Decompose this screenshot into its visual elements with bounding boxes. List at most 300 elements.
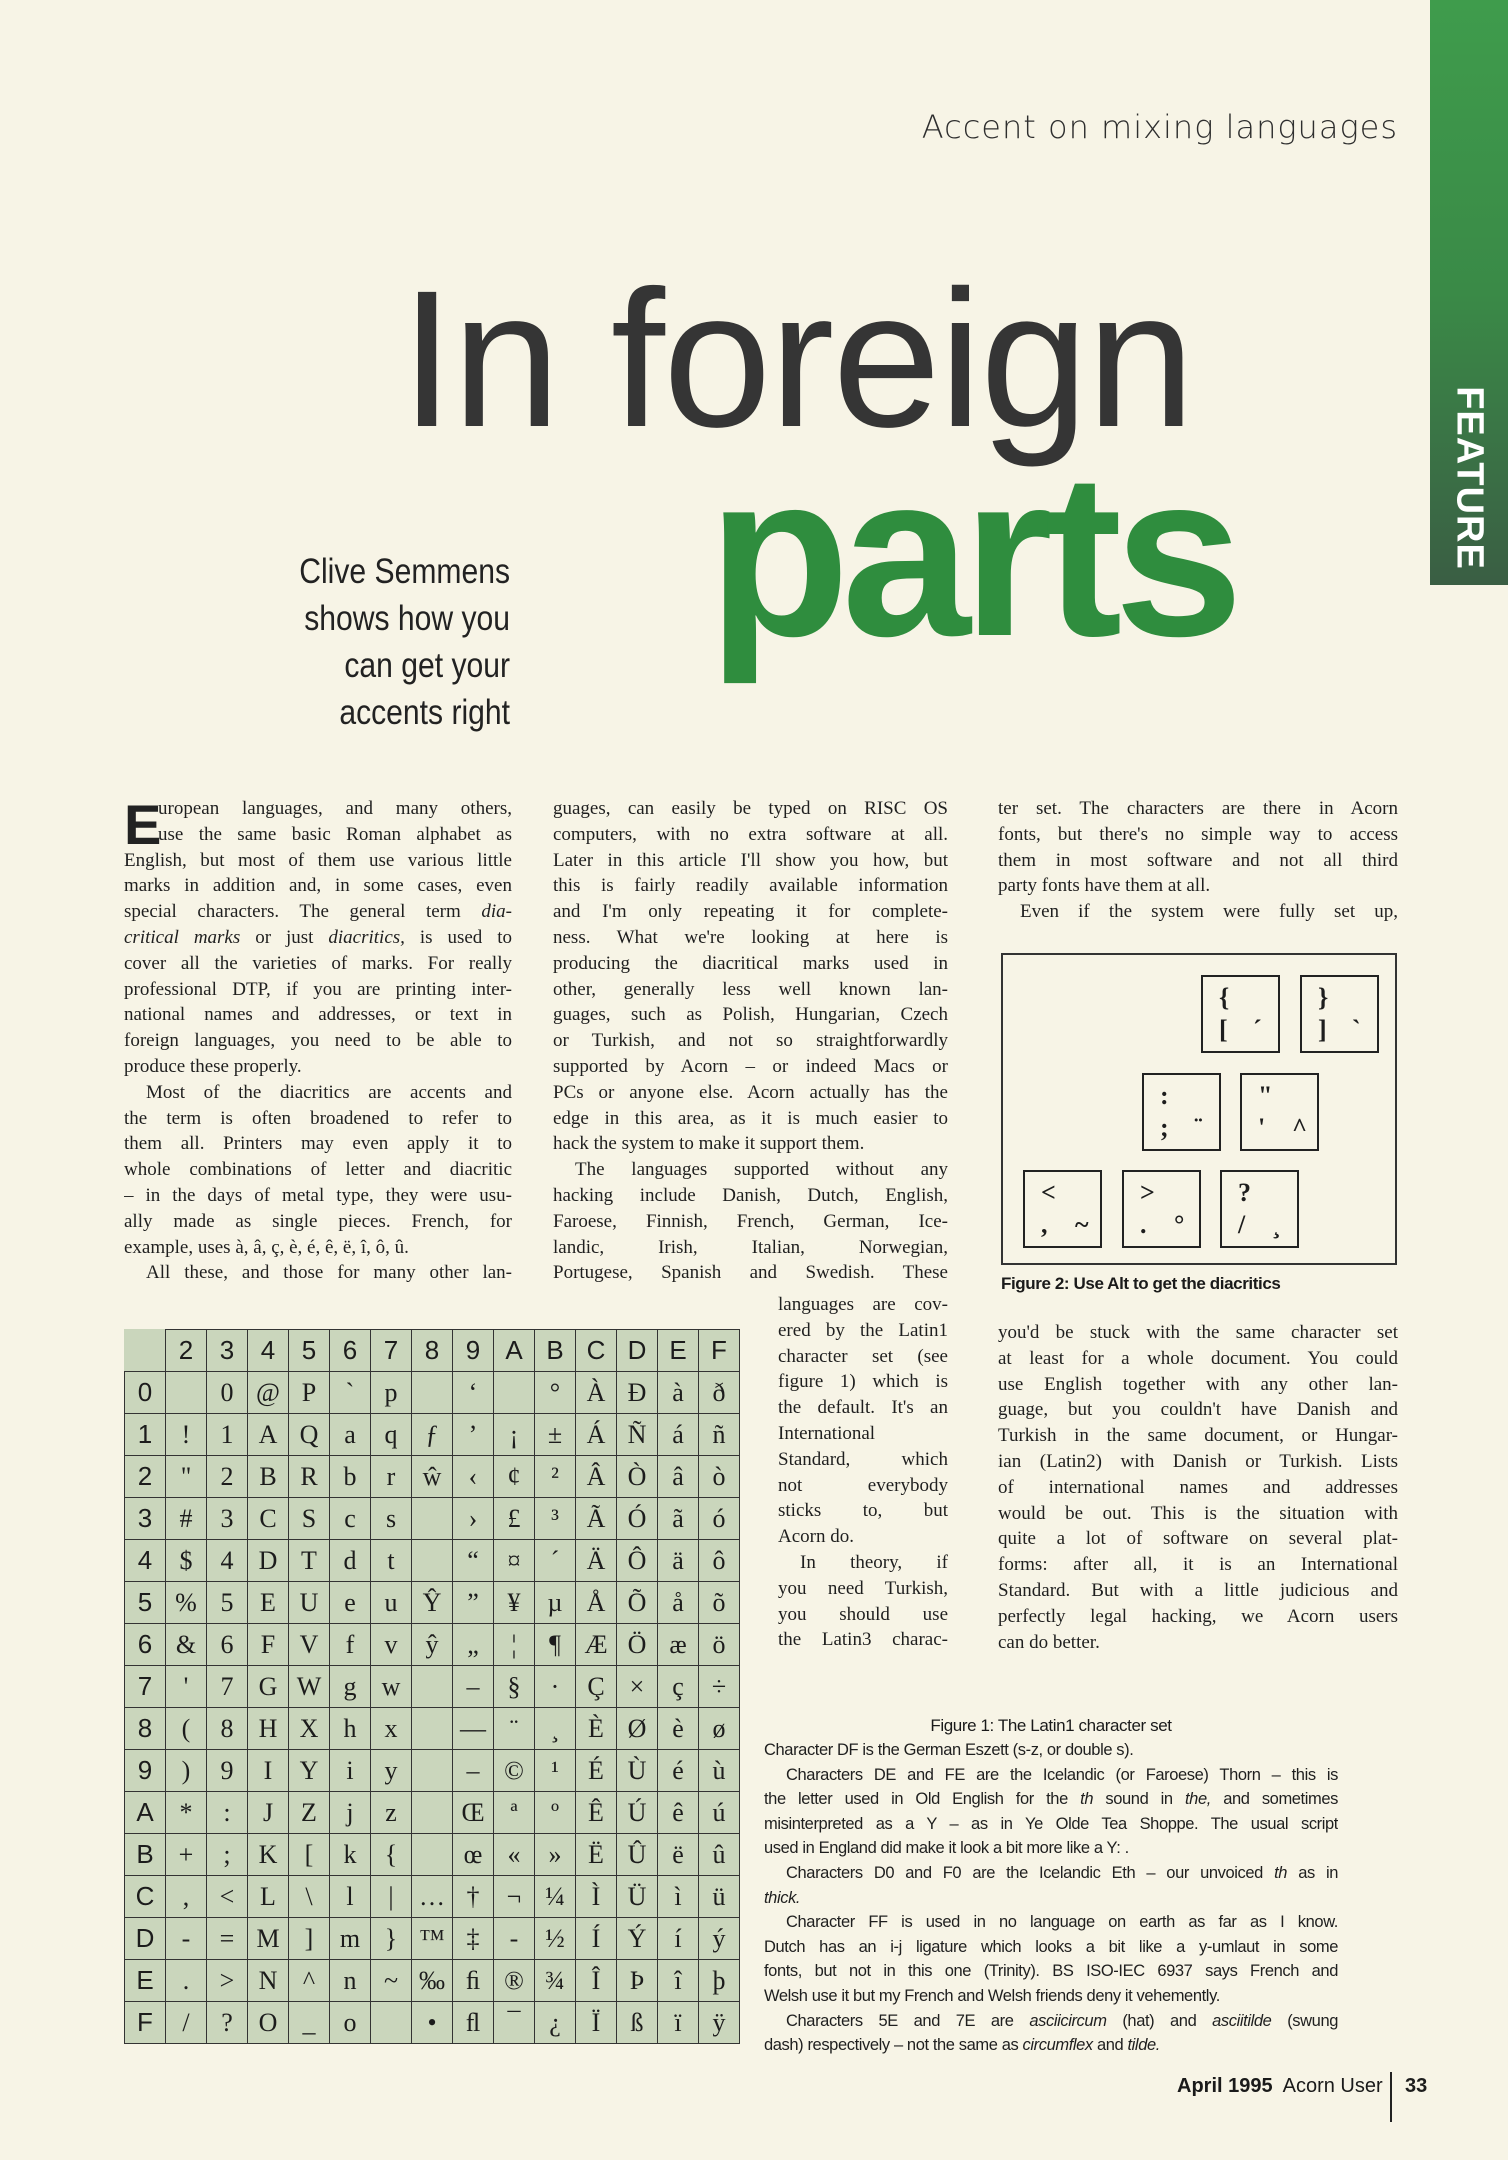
character-cell: ã: [658, 1498, 699, 1540]
text-line: them in most software and not all third: [998, 849, 1398, 871]
character-cell: Í: [576, 1918, 617, 1960]
text-line: example, uses à, â, ç, è, é, ê, ë, î, ô, û.: [124, 1236, 409, 1258]
column-header: 3: [207, 1330, 248, 1372]
column-header: 4: [248, 1330, 289, 1372]
character-cell: [371, 2002, 412, 2044]
row-header: 5: [125, 1582, 166, 1624]
character-cell: Ï: [576, 2002, 617, 2044]
character-cell: S: [289, 1498, 330, 1540]
text-line: fonts, but there's no simple way to access: [998, 823, 1398, 845]
italic-text: th: [1080, 1790, 1094, 1809]
character-cell: û: [699, 1834, 740, 1876]
character-cell: m: [330, 1918, 371, 1960]
row-header: A: [125, 1792, 166, 1834]
headline-line-2: parts: [708, 426, 1236, 685]
text-line: Later in this article I'll show you how, but: [553, 849, 948, 871]
character-cell: :: [207, 1792, 248, 1834]
character-cell: â: [658, 1456, 699, 1498]
keycap-shift-char: }: [1318, 983, 1329, 1012]
character-cell: æ: [658, 1624, 699, 1666]
character-cell: [412, 1540, 453, 1582]
character-cell: à: [658, 1372, 699, 1414]
character-cell: ŷ: [412, 1624, 453, 1666]
character-cell: !: [166, 1414, 207, 1456]
character-cell: V: [289, 1624, 330, 1666]
text-line: The languages supported without any: [575, 1159, 948, 1181]
character-cell: J: [248, 1792, 289, 1834]
character-cell: [412, 1750, 453, 1792]
text-line: English, but most of them use various little: [124, 849, 512, 871]
text-line: them all. Printers may even apply it to: [124, 1133, 512, 1155]
row-header: 3: [125, 1498, 166, 1540]
character-cell: Ý: [617, 1918, 658, 1960]
row-header: C: [125, 1876, 166, 1918]
text-line: ness. What we're looking at here is: [553, 926, 948, 948]
figure-1-notes: [764, 1738, 1338, 2058]
character-cell: ü: [699, 1876, 740, 1918]
text-line: Acorn do.: [778, 1526, 854, 1548]
character-cell: ²: [535, 1456, 576, 1498]
character-cell: _: [289, 2002, 330, 2044]
character-cell: ô: [699, 1540, 740, 1582]
character-cell: ð: [699, 1372, 740, 1414]
character-cell: ý: [699, 1918, 740, 1960]
character-cell: &: [166, 1624, 207, 1666]
character-cell: ï: [658, 2002, 699, 2044]
text-line: PCs or anyone else. Acorn actually has the: [553, 1081, 948, 1103]
column-header: F: [699, 1330, 740, 1372]
character-cell: ‘: [453, 1372, 494, 1414]
italic-text: dia-: [481, 901, 512, 923]
text-line: professional DTP, if you are printing inter-: [124, 978, 512, 1000]
character-cell: ¤: [494, 1540, 535, 1582]
byline-line: can get your: [344, 646, 510, 685]
character-cell: #: [166, 1498, 207, 1540]
character-cell: H: [248, 1708, 289, 1750]
text-line: [764, 1886, 1338, 1911]
character-cell: ›: [453, 1498, 494, 1540]
character-cell: ¬: [494, 1876, 535, 1918]
article-column-1: [124, 793, 512, 1286]
row-header: E: [125, 1960, 166, 2002]
character-cell: Y: [289, 1750, 330, 1792]
italic-text: the,: [1184, 1790, 1211, 1809]
character-cell: Ç: [576, 1666, 617, 1708]
text-line: Characters 5E and 7E are asciicircum (hat) and asciitilde (swung: [786, 2011, 1338, 2030]
character-cell: ¢: [494, 1456, 535, 1498]
character-cell: Ü: [617, 1876, 658, 1918]
text-line: fonts, but not in this one (Trinity). BS ISO-IEC 6937 says French and: [764, 1962, 1338, 1981]
article-column-3: [998, 796, 1398, 925]
column-header: 5: [289, 1330, 330, 1372]
character-cell: Ø: [617, 1708, 658, 1750]
character-cell: ª: [494, 1792, 535, 1834]
column-header: A: [494, 1330, 535, 1372]
text-line: other, generally less well known lan-: [553, 978, 948, 1000]
table-header-row: [125, 1330, 740, 1372]
table-row: [125, 1792, 740, 1834]
character-cell: …: [412, 1876, 453, 1918]
table-row: [125, 1918, 740, 1960]
character-cell: „: [453, 1624, 494, 1666]
character-cell: ó: [699, 1498, 740, 1540]
text-line: you'd be stuck with the same character set: [998, 1322, 1398, 1343]
character-cell: õ: [699, 1582, 740, 1624]
text-line: of international names and addresses: [998, 1476, 1398, 1498]
character-cell: /: [166, 2002, 207, 2044]
character-cell: µ: [535, 1582, 576, 1624]
byline-line: Clive Semmens: [299, 552, 510, 591]
keycap: [1122, 1170, 1201, 1248]
table-row: [125, 1624, 740, 1666]
character-cell: á: [658, 1414, 699, 1456]
character-cell: 9: [207, 1750, 248, 1792]
character-cell: T: [289, 1540, 330, 1582]
character-cell: j: [330, 1792, 371, 1834]
character-cell: [166, 1372, 207, 1414]
character-cell: Z: [289, 1792, 330, 1834]
table-row: [125, 1708, 740, 1750]
character-cell: a: [330, 1414, 371, 1456]
table-corner: [125, 1330, 166, 1372]
text-line: party fonts have them at all.: [998, 875, 1211, 897]
character-cell: u: [371, 1582, 412, 1624]
character-cell: Ñ: [617, 1414, 658, 1456]
text-line: used in England did make it look a bit more like a Y: .: [764, 1839, 1129, 1858]
character-cell: Þ: [617, 1960, 658, 2002]
keycap-diacritic: ´: [1253, 1015, 1262, 1044]
italic-text: diacritics,: [328, 926, 405, 948]
character-cell: ;: [207, 1834, 248, 1876]
character-cell: -: [166, 1918, 207, 1960]
character-cell: y: [371, 1750, 412, 1792]
character-cell: £: [494, 1498, 535, 1540]
article-column-3-continued: [998, 1320, 1398, 1655]
text-line: forms: after all, it is an International: [998, 1554, 1398, 1576]
text-line: Turkish in the same document, or Hungar-: [998, 1425, 1398, 1447]
character-cell: È: [576, 1708, 617, 1750]
page-footer: [1177, 2075, 1383, 2098]
character-cell: [412, 1666, 453, 1708]
table-row: [125, 2002, 740, 2044]
character-cell: ‰: [412, 1960, 453, 2002]
text-line: producing the diacritical marks used in: [553, 952, 948, 974]
text-line: Standard. But with a little judicious and: [998, 1579, 1398, 1601]
character-cell: Œ: [453, 1792, 494, 1834]
character-cell: ﬁ: [453, 1960, 494, 2002]
section-tab: [1430, 0, 1508, 585]
text-line: Most of the diacritics are accents and: [146, 1081, 512, 1103]
character-cell: Ì: [576, 1876, 617, 1918]
table-row: [125, 1960, 740, 2002]
character-cell: I: [248, 1750, 289, 1792]
character-cell: é: [658, 1750, 699, 1792]
character-cell: (: [166, 1708, 207, 1750]
character-cell: 4: [207, 1540, 248, 1582]
character-cell: [412, 1792, 453, 1834]
text-line: Character FF is used in no language on earth as far as I know.: [786, 1913, 1338, 1932]
character-cell: [412, 1834, 453, 1876]
text-line: can do better.: [998, 1631, 1100, 1653]
table-row: [125, 1834, 740, 1876]
figure-2-keyboard-diagram: [1001, 953, 1397, 1265]
keycap-diacritic: °: [1174, 1210, 1185, 1239]
character-cell: z: [371, 1792, 412, 1834]
character-cell: ö: [699, 1624, 740, 1666]
character-cell: e: [330, 1582, 371, 1624]
column-header: 2: [166, 1330, 207, 1372]
character-cell: ¥: [494, 1582, 535, 1624]
character-cell: ¹: [535, 1750, 576, 1792]
character-cell: å: [658, 1582, 699, 1624]
character-cell: x: [371, 1708, 412, 1750]
character-cell: Ð: [617, 1372, 658, 1414]
article-column-2-narrow: [778, 1292, 948, 1653]
text-line: guages, such as Polish, Hungarian, Czech: [553, 1004, 948, 1026]
character-cell: P: [289, 1372, 330, 1414]
character-cell: «: [494, 1834, 535, 1876]
character-cell: ’: [453, 1414, 494, 1456]
character-cell: ñ: [699, 1414, 740, 1456]
character-cell: ì: [658, 1876, 699, 1918]
character-cell: ò: [699, 1456, 740, 1498]
row-header: D: [125, 1918, 166, 1960]
character-cell: œ: [453, 1834, 494, 1876]
text-line: languages are cov-: [778, 1294, 948, 1315]
headline-line-1: In foreign: [400, 250, 1194, 468]
character-cell: p: [371, 1372, 412, 1414]
figure-2-caption: Figure 2: Use Alt to get the diacritics: [1001, 1274, 1281, 1293]
character-cell: ¶: [535, 1624, 576, 1666]
text-line: ally made as single pieces. French, for: [124, 1210, 512, 1232]
character-cell: o: [330, 2002, 371, 2044]
keycap-shift-char: >: [1140, 1178, 1155, 1207]
text-line: – in the days of metal type, they were usu-: [124, 1184, 512, 1206]
character-cell: Ã: [576, 1498, 617, 1540]
latin1-character-table: [124, 1329, 740, 2044]
character-cell: ê: [658, 1792, 699, 1834]
character-cell: ™: [412, 1918, 453, 1960]
character-cell: ¦: [494, 1624, 535, 1666]
character-cell: †: [453, 1876, 494, 1918]
italic-text: thick.: [764, 1888, 801, 1907]
text-line: hacking include Danish, Dutch, English,: [553, 1184, 948, 1206]
keycap-diacritic: ^: [1292, 1113, 1308, 1142]
row-header: 9: [125, 1750, 166, 1792]
character-cell: <: [207, 1876, 248, 1918]
character-cell: d: [330, 1540, 371, 1582]
text-line: Welsh use it but my French and Welsh friends deny it vehemently.: [764, 1986, 1220, 2005]
character-cell: ç: [658, 1666, 699, 1708]
character-cell: ƒ: [412, 1414, 453, 1456]
table-row: [125, 1876, 740, 1918]
text-line: would be out. This is the situation with: [998, 1502, 1398, 1524]
text-line: guage, but you couldn't have Danish and: [998, 1399, 1398, 1421]
keycap-diacritic: ¸: [1272, 1210, 1281, 1239]
text-line: uropean languages, and many others,: [158, 798, 512, 819]
footer-divider: [1390, 2072, 1392, 2122]
text-line: International: [778, 1422, 876, 1444]
character-cell: {: [371, 1834, 412, 1876]
character-cell: ¼: [535, 1876, 576, 1918]
character-cell: $: [166, 1540, 207, 1582]
character-cell: |: [371, 1876, 412, 1918]
character-cell: î: [658, 1960, 699, 2002]
character-cell: ,: [166, 1876, 207, 1918]
character-cell: ¯: [494, 2002, 535, 2044]
keycap-base-char: /: [1238, 1210, 1246, 1239]
character-cell: A: [248, 1414, 289, 1456]
text-line: dash) respectively – not the same as circumflex and tilde.: [764, 2036, 1160, 2055]
character-cell: c: [330, 1498, 371, 1540]
character-cell: i: [330, 1750, 371, 1792]
character-cell: Ë: [576, 1834, 617, 1876]
byline-line: accents right: [339, 693, 510, 732]
table-row: [125, 1540, 740, 1582]
character-cell: Ö: [617, 1624, 658, 1666]
column-header: 8: [412, 1330, 453, 1372]
character-cell: §: [494, 1666, 535, 1708]
character-cell: Ê: [576, 1792, 617, 1834]
character-cell: 0: [207, 1372, 248, 1414]
character-cell: Î: [576, 1960, 617, 2002]
text-line: guages, can easily be typed on RISC OS: [553, 798, 948, 819]
text-line: you need Turkish,: [778, 1577, 948, 1599]
row-header: 8: [125, 1708, 166, 1750]
standfirst-byline: [252, 548, 510, 736]
text-line: landic, Irish, Italian, Norwegian,: [553, 1236, 948, 1258]
keycap-shift-char: <: [1041, 1178, 1056, 1207]
character-cell: ú: [699, 1792, 740, 1834]
character-cell: N: [248, 1960, 289, 2002]
text-line: Even if the system were fully set up,: [1020, 901, 1398, 923]
character-cell: W: [289, 1666, 330, 1708]
character-cell: ^: [289, 1960, 330, 2002]
text-line: character set (see: [778, 1345, 948, 1367]
character-cell: F: [248, 1624, 289, 1666]
character-cell: Â: [576, 1456, 617, 1498]
text-line: In theory, if: [800, 1551, 948, 1573]
character-cell: U: [289, 1582, 330, 1624]
character-cell: –: [453, 1666, 494, 1708]
running-header: Accent on mixing languages: [921, 108, 1398, 146]
section-tab-label: FEATURE: [1448, 386, 1491, 570]
character-cell: +: [166, 1834, 207, 1876]
character-cell: [: [289, 1834, 330, 1876]
character-cell: ±: [535, 1414, 576, 1456]
character-cell: X: [289, 1708, 330, 1750]
character-cell: ‹: [453, 1456, 494, 1498]
character-cell: ”: [453, 1582, 494, 1624]
character-cell: ¿: [535, 2002, 576, 2044]
text-line: ter set. The characters are there in Acorn: [998, 798, 1398, 819]
keycap-diacritic: ¨: [1194, 1113, 1203, 1142]
text-line: foreign languages, you need to be able to: [124, 1030, 512, 1052]
column-header: 9: [453, 1330, 494, 1372]
keycap-diacritic: ~: [1075, 1210, 1089, 1239]
character-cell: è: [658, 1708, 699, 1750]
drop-cap: E: [124, 793, 162, 856]
character-cell: f: [330, 1624, 371, 1666]
text-line: All these, and those for many other lan-: [146, 1262, 512, 1284]
character-cell: Ò: [617, 1456, 658, 1498]
character-cell: s: [371, 1498, 412, 1540]
keycap: [1220, 1170, 1299, 1248]
character-cell: 6: [207, 1624, 248, 1666]
keycap-shift-char: {: [1219, 983, 1230, 1012]
text-line: or Turkish, and not so straightforwardly: [553, 1030, 948, 1052]
character-cell: Ô: [617, 1540, 658, 1582]
text-line: the default. It's an: [778, 1397, 948, 1419]
character-cell: >: [207, 1960, 248, 2002]
character-cell: ù: [699, 1750, 740, 1792]
character-cell: g: [330, 1666, 371, 1708]
character-cell: ]: [289, 1918, 330, 1960]
character-cell: w: [371, 1666, 412, 1708]
row-header: 6: [125, 1624, 166, 1666]
character-cell: ÷: [699, 1666, 740, 1708]
row-header: F: [125, 2002, 166, 2044]
character-cell: [494, 1372, 535, 1414]
character-cell: -: [494, 1918, 535, 1960]
keycap: [1240, 1073, 1319, 1151]
italic-text: circumflex: [1022, 2036, 1093, 2055]
column-header: E: [658, 1330, 699, 1372]
page-number: 33: [1405, 2075, 1428, 2097]
table-row: [125, 1498, 740, 1540]
character-cell: 7: [207, 1666, 248, 1708]
character-cell: É: [576, 1750, 617, 1792]
character-cell: ß: [617, 2002, 658, 2044]
character-cell: C: [248, 1498, 289, 1540]
character-cell: 5: [207, 1582, 248, 1624]
table-row: [125, 1414, 740, 1456]
character-cell: Æ: [576, 1624, 617, 1666]
text-line: supported by Acorn – or indeed Macs or: [553, 1055, 948, 1077]
keycap: [1300, 975, 1379, 1053]
character-cell: K: [248, 1834, 289, 1876]
character-cell: [412, 1372, 453, 1414]
character-cell: ¨: [494, 1708, 535, 1750]
character-cell: À: [576, 1372, 617, 1414]
character-cell: L: [248, 1876, 289, 1918]
character-cell: b: [330, 1456, 371, 1498]
text-line: marks in addition and, in some cases, even: [124, 875, 512, 897]
text-line: whole combinations of letter and diacritic: [124, 1159, 512, 1181]
character-cell: M: [248, 1918, 289, 1960]
text-line: the Latin3 charac-: [778, 1629, 948, 1651]
character-cell: ä: [658, 1540, 699, 1582]
text-line: ered by the Latin1: [778, 1319, 948, 1341]
keycap-base-char: ,: [1041, 1210, 1048, 1239]
text-line: Dutch has an i-j ligature which looks a bit like a y-umlaut in some: [764, 1937, 1338, 1956]
text-line: perfectly legal hacking, we Acorn users: [998, 1605, 1398, 1627]
character-cell: =: [207, 1918, 248, 1960]
character-cell: Ä: [576, 1540, 617, 1582]
character-cell: [412, 1708, 453, 1750]
character-cell: ‡: [453, 1918, 494, 1960]
text-line: the letter used in Old English for the th sound in the, and sometimes: [764, 1790, 1338, 1809]
keycap-diacritic: `: [1352, 1015, 1361, 1044]
keycap-base-char: ;: [1160, 1113, 1169, 1142]
text-line: use English together with any other lan-: [998, 1373, 1398, 1395]
character-cell: 1: [207, 1414, 248, 1456]
column-header: 7: [371, 1330, 412, 1372]
text-line: this is fairly readily available information: [553, 875, 948, 897]
text-line: cover all the varieties of marks. For really: [124, 952, 512, 974]
text-line: sticks to, but: [778, 1500, 948, 1522]
character-cell: *: [166, 1792, 207, 1834]
